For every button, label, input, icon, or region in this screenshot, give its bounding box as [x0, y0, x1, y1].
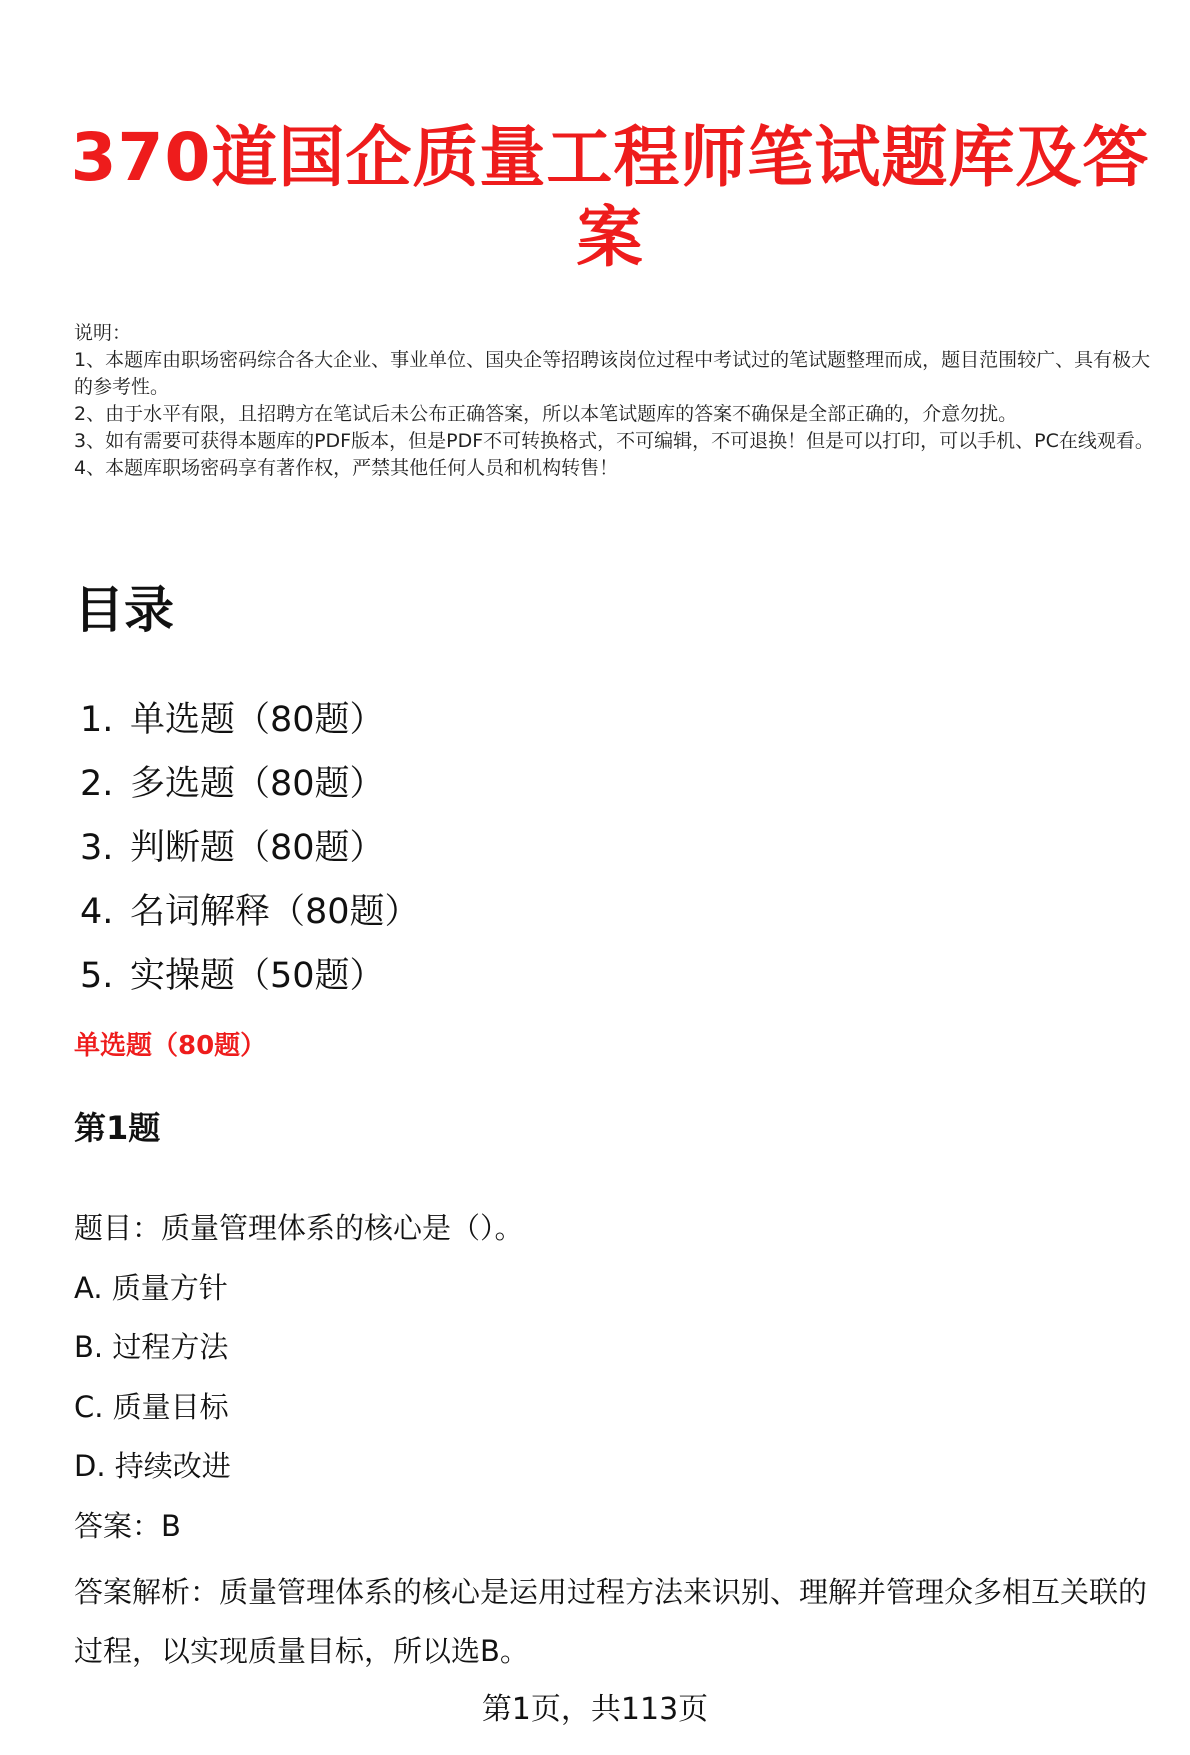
- document-title: 370道国企质量工程师笔试题库及答案: [70, 119, 1150, 276]
- option-b: B. 过程方法: [74, 1330, 229, 1364]
- option-a: A. 质量方针: [74, 1270, 228, 1305]
- note-item: 2、由于水平有限，且招聘方在笔试后未公布正确答案，所以本笔试题库的答案不确保是全部正确的，介意勿扰。: [74, 403, 1018, 425]
- toc-item-label: 多选题（80题）: [130, 764, 385, 804]
- toc-item-number: 1.: [80, 700, 114, 740]
- answer-analysis: 答案解析：质量管理体系的核心是运用过程方法来识别、理解并管理众多相互关联的过程，以实现质量目标，所以选B。: [74, 1575, 1148, 1668]
- toc-item-label: 判断题（80题）: [130, 828, 385, 868]
- option-c: C. 质量目标: [74, 1389, 229, 1424]
- toc-item-number: 4.: [80, 892, 114, 932]
- note-item: 1、本题库由职场密码综合各大企业、事业单位、国央企等招聘该岗位过程中考试过的笔试题整理而成，题目范围较广、具有极大的参考性。: [74, 349, 1151, 398]
- toc-item-label: 单选题（80题）: [130, 700, 385, 740]
- question-title: 第1题: [74, 1109, 161, 1147]
- page-footer: 第1页，共113页: [481, 1692, 709, 1727]
- option-d: D. 持续改进: [74, 1449, 231, 1483]
- table-of-contents: [80, 688, 420, 1008]
- toc-item[interactable]: [80, 752, 420, 816]
- note-item: 3、如有需要可获得本题库的PDF版本，但是PDF不可转换格式，不可编辑，不可退换！但是可以打印，可以手机、PC在线观看。: [74, 430, 1154, 452]
- toc-item-number: 2.: [80, 764, 114, 804]
- question-stem: 题目：质量管理体系的核心是（）。: [74, 1211, 524, 1245]
- toc-item-number: 5.: [80, 956, 114, 996]
- toc-item-label: 名词解释（80题）: [130, 892, 420, 932]
- toc-item[interactable]: [80, 880, 420, 944]
- toc-heading: 目录: [74, 581, 174, 639]
- note-item: 4、本题库职场密码享有著作权，严禁其他任何人员和机构转售！: [74, 457, 619, 479]
- question-body: [74, 1206, 1164, 1681]
- toc-item-label: 实操题（50题）: [130, 956, 385, 996]
- toc-item[interactable]: [80, 688, 420, 752]
- toc-item[interactable]: [80, 816, 420, 880]
- toc-item-number: 3.: [80, 828, 114, 868]
- notes-heading: 说明：: [74, 322, 132, 344]
- notes-block: [74, 320, 1154, 482]
- section-title: 单选题（80题）: [74, 1031, 267, 1061]
- answer: 答案：B: [74, 1508, 181, 1543]
- toc-item[interactable]: [80, 944, 420, 1008]
